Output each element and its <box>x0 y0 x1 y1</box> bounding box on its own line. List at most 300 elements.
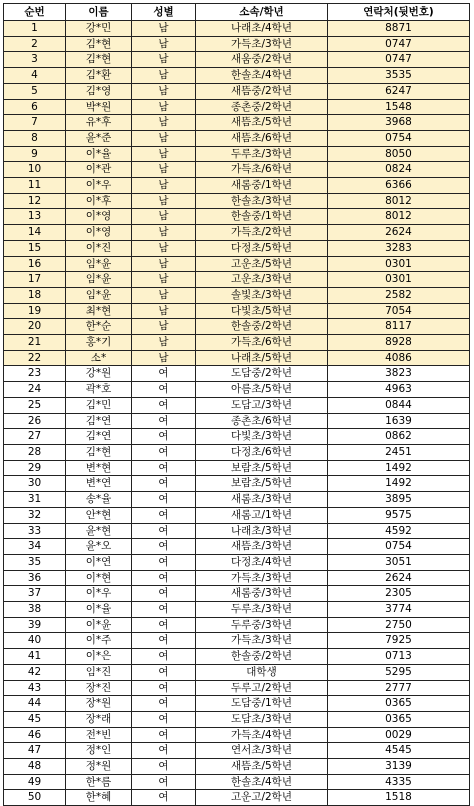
cell-gender: 여 <box>132 586 196 602</box>
cell-phone: 4545 <box>328 743 470 759</box>
cell-number: 29 <box>4 460 66 476</box>
cell-name: 전*빈 <box>66 727 132 743</box>
cell-name: 정*인 <box>66 743 132 759</box>
cell-number: 24 <box>4 382 66 398</box>
cell-phone: 8871 <box>328 21 470 37</box>
cell-name: 이*영 <box>66 209 132 225</box>
cell-gender: 여 <box>132 633 196 649</box>
cell-gender: 여 <box>132 743 196 759</box>
table-row <box>4 256 470 272</box>
cell-school-grade: 보람초/5학년 <box>196 460 328 476</box>
cell-number: 21 <box>4 335 66 351</box>
cell-gender: 남 <box>132 335 196 351</box>
table-row <box>4 162 470 178</box>
cell-name: 이*관 <box>66 162 132 178</box>
cell-number: 19 <box>4 303 66 319</box>
cell-number: 20 <box>4 319 66 335</box>
cell-gender: 여 <box>132 429 196 445</box>
table-row <box>4 287 470 303</box>
cell-gender: 여 <box>132 397 196 413</box>
table-row <box>4 303 470 319</box>
cell-gender: 남 <box>132 287 196 303</box>
cell-gender: 남 <box>132 256 196 272</box>
cell-number: 44 <box>4 696 66 712</box>
cell-name: 김*현 <box>66 444 132 460</box>
cell-gender: 여 <box>132 539 196 555</box>
cell-number: 1 <box>4 21 66 37</box>
cell-number: 22 <box>4 350 66 366</box>
cell-school-grade: 나래초/3학년 <box>196 523 328 539</box>
table-row <box>4 523 470 539</box>
table-row <box>4 335 470 351</box>
cell-number: 31 <box>4 492 66 508</box>
cell-school-grade: 새뜸초/6학년 <box>196 130 328 146</box>
header-gender: 성별 <box>132 4 196 21</box>
table-row <box>4 382 470 398</box>
cell-phone: 2624 <box>328 570 470 586</box>
cell-school-grade: 종촌중/2학년 <box>196 99 328 115</box>
cell-name: 송*율 <box>66 492 132 508</box>
table-row <box>4 444 470 460</box>
cell-phone: 2582 <box>328 287 470 303</box>
cell-school-grade: 새뜸초/3학년 <box>196 539 328 555</box>
cell-phone: 2305 <box>328 586 470 602</box>
cell-gender: 남 <box>132 52 196 68</box>
cell-school-grade: 새롬초/3학년 <box>196 492 328 508</box>
cell-phone: 8012 <box>328 209 470 225</box>
cell-name: 이*율 <box>66 146 132 162</box>
cell-school-grade: 가득초/3학년 <box>196 633 328 649</box>
cell-number: 11 <box>4 178 66 194</box>
cell-phone: 0747 <box>328 52 470 68</box>
cell-name: 이*현 <box>66 570 132 586</box>
cell-gender: 여 <box>132 460 196 476</box>
cell-school-grade: 새롬고/1학년 <box>196 507 328 523</box>
cell-school-grade: 새뜸초/5학년 <box>196 759 328 775</box>
cell-school-grade: 가득초/6학년 <box>196 335 328 351</box>
table-row <box>4 507 470 523</box>
cell-gender: 남 <box>132 209 196 225</box>
cell-school-grade: 한솔초/4학년 <box>196 774 328 790</box>
cell-school-grade: 도담중/1학년 <box>196 696 328 712</box>
cell-number: 36 <box>4 570 66 586</box>
cell-gender: 여 <box>132 492 196 508</box>
cell-name: 소* <box>66 350 132 366</box>
cell-name: 한*혜 <box>66 790 132 806</box>
cell-gender: 여 <box>132 602 196 618</box>
cell-phone: 3968 <box>328 115 470 131</box>
cell-phone: 8928 <box>328 335 470 351</box>
roster-sheet <box>3 3 469 806</box>
cell-phone: 0844 <box>328 397 470 413</box>
cell-school-grade: 다정초/5학년 <box>196 240 328 256</box>
table-row <box>4 413 470 429</box>
cell-phone: 0824 <box>328 162 470 178</box>
cell-number: 25 <box>4 397 66 413</box>
cell-name: 김*영 <box>66 83 132 99</box>
cell-phone: 0365 <box>328 696 470 712</box>
cell-school-grade: 나래초/5학년 <box>196 350 328 366</box>
cell-school-grade: 도담중/2학년 <box>196 366 328 382</box>
cell-number: 23 <box>4 366 66 382</box>
cell-school-grade: 한솔중/2학년 <box>196 649 328 665</box>
cell-school-grade: 가득초/4학년 <box>196 727 328 743</box>
cell-number: 43 <box>4 680 66 696</box>
table-row <box>4 130 470 146</box>
cell-school-grade: 고운초/3학년 <box>196 272 328 288</box>
cell-number: 30 <box>4 476 66 492</box>
cell-name: 이*주 <box>66 633 132 649</box>
cell-school-grade: 다빛초/5학년 <box>196 303 328 319</box>
cell-school-grade: 가득초/3학년 <box>196 36 328 52</box>
cell-school-grade: 가득초/2학년 <box>196 225 328 241</box>
cell-phone: 1639 <box>328 413 470 429</box>
cell-school-grade: 새롬중/1학년 <box>196 178 328 194</box>
cell-gender: 여 <box>132 696 196 712</box>
cell-phone: 3139 <box>328 759 470 775</box>
table-row <box>4 36 470 52</box>
cell-name: 이*진 <box>66 240 132 256</box>
cell-name: 한*순 <box>66 319 132 335</box>
cell-number: 34 <box>4 539 66 555</box>
cell-number: 2 <box>4 36 66 52</box>
cell-name: 임*진 <box>66 664 132 680</box>
cell-number: 10 <box>4 162 66 178</box>
cell-number: 3 <box>4 52 66 68</box>
cell-number: 28 <box>4 444 66 460</box>
cell-gender: 여 <box>132 664 196 680</box>
cell-phone: 4592 <box>328 523 470 539</box>
cell-phone: 1492 <box>328 476 470 492</box>
cell-number: 41 <box>4 649 66 665</box>
header-row <box>4 4 470 21</box>
cell-phone: 3895 <box>328 492 470 508</box>
table-row <box>4 759 470 775</box>
cell-phone: 2451 <box>328 444 470 460</box>
cell-phone: 3774 <box>328 602 470 618</box>
cell-school-grade: 새롬중/3학년 <box>196 586 328 602</box>
cell-gender: 남 <box>132 21 196 37</box>
cell-gender: 남 <box>132 319 196 335</box>
cell-gender: 남 <box>132 115 196 131</box>
table-row <box>4 225 470 241</box>
cell-school-grade: 보람초/5학년 <box>196 476 328 492</box>
table-row <box>4 429 470 445</box>
table-row <box>4 586 470 602</box>
cell-school-grade: 다정초/6학년 <box>196 444 328 460</box>
table-row <box>4 240 470 256</box>
cell-school-grade: 고운초/5학년 <box>196 256 328 272</box>
table-row <box>4 83 470 99</box>
table-row <box>4 52 470 68</box>
table-row <box>4 492 470 508</box>
cell-phone: 8012 <box>328 193 470 209</box>
cell-number: 7 <box>4 115 66 131</box>
cell-number: 6 <box>4 99 66 115</box>
cell-school-grade: 가득초/3학년 <box>196 570 328 586</box>
cell-school-grade: 연서초/3학년 <box>196 743 328 759</box>
cell-phone: 2750 <box>328 617 470 633</box>
cell-name: 홍*기 <box>66 335 132 351</box>
cell-name: 이*율 <box>66 602 132 618</box>
cell-name: 강*원 <box>66 366 132 382</box>
table-row <box>4 209 470 225</box>
cell-school-grade: 한솔초/3학년 <box>196 193 328 209</box>
table-row <box>4 680 470 696</box>
cell-number: 17 <box>4 272 66 288</box>
table-row <box>4 664 470 680</box>
cell-name: 이*은 <box>66 649 132 665</box>
table-row <box>4 146 470 162</box>
table-row <box>4 350 470 366</box>
cell-gender: 남 <box>132 272 196 288</box>
cell-number: 33 <box>4 523 66 539</box>
cell-gender: 남 <box>132 350 196 366</box>
cell-school-grade: 한솔중/2학년 <box>196 319 328 335</box>
cell-name: 임*윤 <box>66 256 132 272</box>
table-row <box>4 68 470 84</box>
cell-phone: 6247 <box>328 83 470 99</box>
cell-name: 변*연 <box>66 476 132 492</box>
cell-school-grade: 솔빛초/3학년 <box>196 287 328 303</box>
cell-name: 이*우 <box>66 178 132 194</box>
cell-school-grade: 대학생 <box>196 664 328 680</box>
cell-name: 김*민 <box>66 397 132 413</box>
cell-number: 47 <box>4 743 66 759</box>
cell-phone: 0301 <box>328 256 470 272</box>
table-row <box>4 460 470 476</box>
cell-gender: 남 <box>132 130 196 146</box>
cell-gender: 남 <box>132 68 196 84</box>
cell-gender: 남 <box>132 178 196 194</box>
cell-name: 이*우 <box>66 586 132 602</box>
cell-number: 48 <box>4 759 66 775</box>
cell-name: 윤*준 <box>66 130 132 146</box>
cell-gender: 여 <box>132 649 196 665</box>
cell-name: 김*연 <box>66 429 132 445</box>
cell-number: 40 <box>4 633 66 649</box>
table-row <box>4 633 470 649</box>
cell-phone: 1492 <box>328 460 470 476</box>
cell-gender: 여 <box>132 680 196 696</box>
cell-gender: 여 <box>132 790 196 806</box>
cell-phone: 0862 <box>328 429 470 445</box>
cell-number: 16 <box>4 256 66 272</box>
cell-gender: 여 <box>132 570 196 586</box>
cell-school-grade: 새움중/2학년 <box>196 52 328 68</box>
cell-phone: 3283 <box>328 240 470 256</box>
cell-phone: 2624 <box>328 225 470 241</box>
cell-school-grade: 새뜸중/2학년 <box>196 83 328 99</box>
cell-school-grade: 도담고/3학년 <box>196 397 328 413</box>
table-row <box>4 649 470 665</box>
cell-gender: 남 <box>132 193 196 209</box>
cell-number: 35 <box>4 554 66 570</box>
cell-school-grade: 고운고/2학년 <box>196 790 328 806</box>
cell-number: 49 <box>4 774 66 790</box>
table-row <box>4 272 470 288</box>
cell-gender: 여 <box>132 476 196 492</box>
cell-school-grade: 종촌초/6학년 <box>196 413 328 429</box>
cell-number: 37 <box>4 586 66 602</box>
cell-gender: 여 <box>132 711 196 727</box>
table-row <box>4 476 470 492</box>
cell-number: 50 <box>4 790 66 806</box>
cell-name: 김*연 <box>66 413 132 429</box>
table-row <box>4 539 470 555</box>
table-row <box>4 178 470 194</box>
cell-gender: 여 <box>132 382 196 398</box>
cell-name: 윤*오 <box>66 539 132 555</box>
cell-number: 45 <box>4 711 66 727</box>
cell-phone: 3051 <box>328 554 470 570</box>
cell-phone: 7925 <box>328 633 470 649</box>
table-row <box>4 554 470 570</box>
cell-gender: 남 <box>132 36 196 52</box>
cell-gender: 남 <box>132 240 196 256</box>
cell-phone: 0365 <box>328 711 470 727</box>
cell-number: 18 <box>4 287 66 303</box>
cell-name: 장*진 <box>66 680 132 696</box>
cell-phone: 8050 <box>328 146 470 162</box>
cell-name: 이*윤 <box>66 617 132 633</box>
table-row <box>4 366 470 382</box>
cell-name: 장*원 <box>66 696 132 712</box>
cell-name: 정*원 <box>66 759 132 775</box>
table-row <box>4 99 470 115</box>
header-number: 순번 <box>4 4 66 21</box>
cell-number: 26 <box>4 413 66 429</box>
header-name: 이름 <box>66 4 132 21</box>
cell-phone: 0754 <box>328 130 470 146</box>
cell-name: 한*름 <box>66 774 132 790</box>
cell-gender: 남 <box>132 83 196 99</box>
cell-gender: 여 <box>132 366 196 382</box>
cell-gender: 여 <box>132 413 196 429</box>
table-row <box>4 602 470 618</box>
cell-school-grade: 한솔초/4학년 <box>196 68 328 84</box>
cell-phone: 0747 <box>328 36 470 52</box>
header-school-grade: 소속/학년 <box>196 4 328 21</box>
cell-phone: 0301 <box>328 272 470 288</box>
table-row <box>4 115 470 131</box>
cell-gender: 남 <box>132 162 196 178</box>
cell-gender: 남 <box>132 99 196 115</box>
table-row <box>4 397 470 413</box>
cell-phone: 4963 <box>328 382 470 398</box>
cell-school-grade: 다빛초/3학년 <box>196 429 328 445</box>
table-row <box>4 774 470 790</box>
table-row <box>4 727 470 743</box>
cell-number: 9 <box>4 146 66 162</box>
cell-number: 4 <box>4 68 66 84</box>
cell-phone: 7054 <box>328 303 470 319</box>
cell-phone: 0713 <box>328 649 470 665</box>
table-row <box>4 319 470 335</box>
cell-name: 이*후 <box>66 193 132 209</box>
cell-number: 13 <box>4 209 66 225</box>
table-row <box>4 743 470 759</box>
cell-school-grade: 두루초/3학년 <box>196 602 328 618</box>
cell-number: 46 <box>4 727 66 743</box>
cell-phone: 0029 <box>328 727 470 743</box>
cell-number: 12 <box>4 193 66 209</box>
cell-name: 김*현 <box>66 52 132 68</box>
cell-school-grade: 두루중/3학년 <box>196 617 328 633</box>
cell-number: 42 <box>4 664 66 680</box>
table-row <box>4 193 470 209</box>
cell-name: 장*래 <box>66 711 132 727</box>
cell-name: 윤*현 <box>66 523 132 539</box>
cell-number: 32 <box>4 507 66 523</box>
cell-phone: 9575 <box>328 507 470 523</box>
cell-gender: 남 <box>132 225 196 241</box>
table-body <box>4 21 470 806</box>
cell-name: 이*영 <box>66 225 132 241</box>
cell-name: 변*현 <box>66 460 132 476</box>
table-row <box>4 711 470 727</box>
cell-school-grade: 두루초/3학년 <box>196 146 328 162</box>
table-row <box>4 617 470 633</box>
cell-phone: 4335 <box>328 774 470 790</box>
cell-phone: 3535 <box>328 68 470 84</box>
cell-phone: 4086 <box>328 350 470 366</box>
cell-name: 임*윤 <box>66 272 132 288</box>
cell-school-grade: 새뜸초/5학년 <box>196 115 328 131</box>
cell-gender: 여 <box>132 507 196 523</box>
cell-number: 27 <box>4 429 66 445</box>
cell-gender: 여 <box>132 444 196 460</box>
table-row <box>4 21 470 37</box>
cell-school-grade: 가득초/6학년 <box>196 162 328 178</box>
cell-school-grade: 두루고/2학년 <box>196 680 328 696</box>
cell-phone: 8117 <box>328 319 470 335</box>
cell-name: 임*윤 <box>66 287 132 303</box>
cell-number: 38 <box>4 602 66 618</box>
cell-number: 15 <box>4 240 66 256</box>
cell-phone: 0754 <box>328 539 470 555</box>
cell-gender: 여 <box>132 554 196 570</box>
cell-name: 안*현 <box>66 507 132 523</box>
cell-name: 강*민 <box>66 21 132 37</box>
cell-name: 김*환 <box>66 68 132 84</box>
cell-gender: 남 <box>132 303 196 319</box>
cell-school-grade: 나래초/4학년 <box>196 21 328 37</box>
cell-school-grade: 아름초/5학년 <box>196 382 328 398</box>
cell-school-grade: 다정초/4학년 <box>196 554 328 570</box>
cell-phone: 6366 <box>328 178 470 194</box>
cell-name: 최*현 <box>66 303 132 319</box>
table-row <box>4 790 470 806</box>
cell-name: 박*원 <box>66 99 132 115</box>
cell-gender: 남 <box>132 146 196 162</box>
cell-number: 14 <box>4 225 66 241</box>
cell-school-grade: 한솔중/1학년 <box>196 209 328 225</box>
cell-gender: 여 <box>132 759 196 775</box>
cell-gender: 여 <box>132 523 196 539</box>
cell-gender: 여 <box>132 774 196 790</box>
cell-phone: 1548 <box>328 99 470 115</box>
cell-name: 이*연 <box>66 554 132 570</box>
cell-phone: 2777 <box>328 680 470 696</box>
cell-number: 8 <box>4 130 66 146</box>
cell-phone: 3823 <box>328 366 470 382</box>
header-phone: 연락처(뒷번호) <box>328 4 470 21</box>
cell-number: 5 <box>4 83 66 99</box>
cell-gender: 여 <box>132 617 196 633</box>
table-row <box>4 696 470 712</box>
cell-phone: 1518 <box>328 790 470 806</box>
